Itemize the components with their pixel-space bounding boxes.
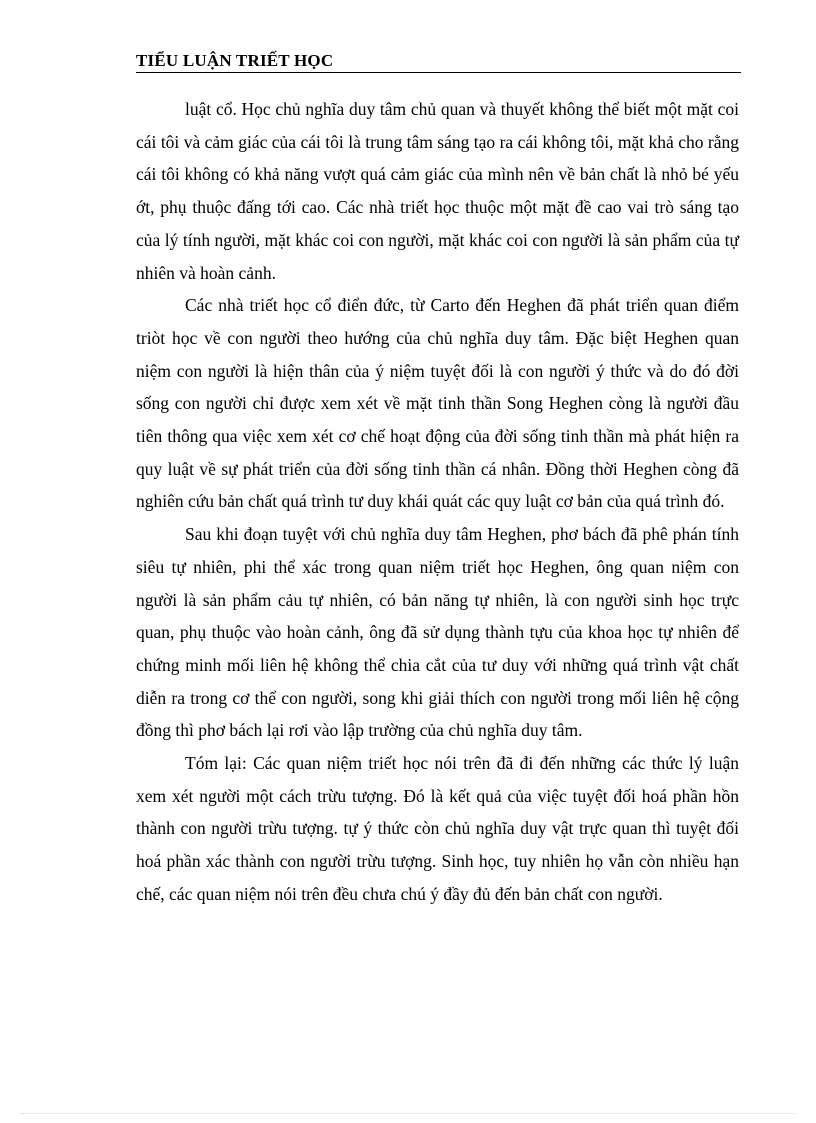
document-title: TIỂU LUẬN TRIẾT HỌC <box>136 51 334 70</box>
body-paragraph: luật cổ. Học chủ nghĩa duy tâm chủ quan và thuyết không thể biết một mặt coi cái tôi và cảm giác của cái tôi là trung tâm sáng tạo ra cái không tôi, mặt khả cho rằng cái tôi không có khả năng vượt quá cảm giác của mình nên về bản chất là nhỏ bé yếu ớt, phụ thuộc đấng tới cao. Các nhà triết học thuộc một mặt đề cao vai trò sáng tạo của lý tính người, mặt khác coi con người, mặt khác coi con người là sản phẩm của tự nhiên và hoàn cảnh. <box>136 99 739 283</box>
footer-divider <box>20 1113 796 1114</box>
page-header <box>136 50 741 73</box>
body-paragraph: Sau khi đoạn tuyệt với chủ nghĩa duy tâm Heghen, phơ bách đã phê phán tính siêu tự nhiên, phi thể xác trong quan niệm triết học Heghen, ông quan niệm con người là sản phẩm cảu tự nhiên, có bản năng tự nhiên, là con người sinh học trực quan, phụ thuộc vào hoàn cảnh, ông đã sử dụng thành tựu của khoa học tự nhiên để chứng minh mối liên hệ không thể chia cắt của tư duy với những quá trình vật chất diễn ra trong cơ thể con người, song khi giải thích con người trong mối liên hệ cộng đồng thì phơ bách lại rơi vào lập trường của chủ nghĩa duy tâm. <box>136 524 739 741</box>
body-paragraph: Tóm lại: Các quan niệm triết học nói trên đã đi đến những các thức lý luận xem xét người một cách trừu tượng. Đó là kết quả của việc tuyệt đối hoá phần hồn thành con người trừu tượng. tự ý thức còn chủ nghĩa duy vật trực quan thì tuyệt đối hoá phần xác thành con người trừu tượng. Sinh học, tuy nhiên họ vẫn còn nhiều hạn chế, các quan niệm nói trên đều chưa chú ý đầy đủ đến bản chất con người. <box>136 753 739 904</box>
body-paragraph: Các nhà triết học cổ điển đức, từ Carto đến Heghen đã phát triển quan điểm triòt học về con người theo hướng của chủ nghĩa duy tâm. Đặc biệt Heghen quan niệm con người là hiện thân của ý niệm tuyệt đối là con người ý thức và do đó đời sống con người chỉ được xem xét về mặt tinh thần Song Heghen còng là người đầu tiên thông qua việc xem xét cơ chế hoạt động của đời sống tinh thần mà phát hiện ra quy luật về sự phát triển của đời sống tinh thần cá nhân. Đồng thời Heghen còng đã nghiên cứu bản chất quá trình tư duy khái quát các quy luật cơ bản của quá trình đó. <box>136 295 739 512</box>
document-body <box>136 93 739 911</box>
